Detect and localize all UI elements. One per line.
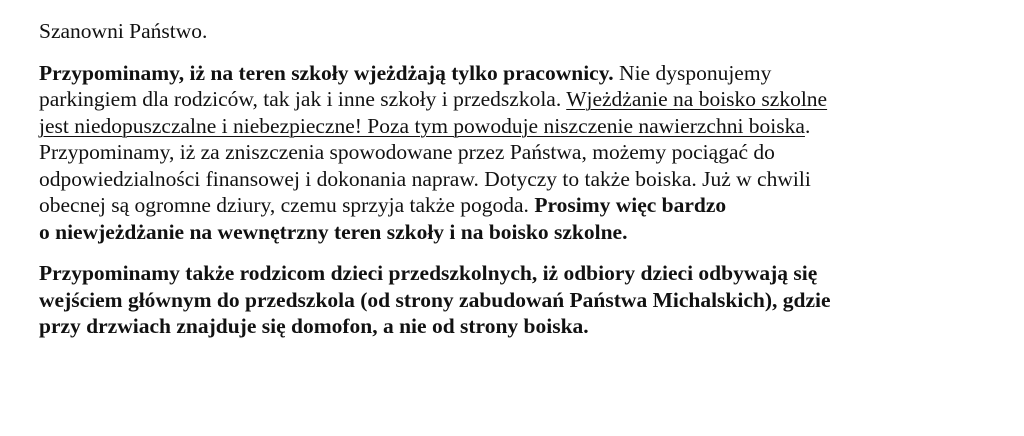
request-bold-cont: o niewjeżdżanie na wewnętrzny teren szkoły i na boisko szkolne. <box>39 219 628 244</box>
pitch-warning-underlined: Wjeżdżanie na boisko szkolne <box>566 87 828 111</box>
paragraph1-line2: parkingiem dla rodziców, tak jak i inne szkoły i przedszkola. Wjeżdżanie na boisko szkolne <box>39 87 828 111</box>
staff-only-notice: Przypominamy, iż na teren szkoły wjeżdżają tylko pracownicy. <box>39 60 614 85</box>
paragraph1-line1: Przypominamy, iż na teren szkoły wjeżdżają tylko pracownicy. Nie dysponujemy <box>39 60 772 85</box>
paragraph-parking-rules <box>39 60 999 246</box>
paragraph1-line3: jest niedopuszczalne i niebezpieczne! Poza tym powoduje niszczenie nawierzchni boiska. <box>39 113 811 138</box>
greeting: Szanowni Państwo. <box>39 19 208 43</box>
pitch-warning-underlined-cont: jest niedopuszczalne i niebezpieczne! Poza tym powoduje niszczenie nawierzchni boiska <box>39 113 805 138</box>
paragraph1-line6: obecnej są ogromne dziury, czemu sprzyja także pogoda. Prosimy więc bardzo <box>39 193 727 217</box>
paragraph-preschool-pickup <box>39 260 999 340</box>
paragraph2-line1: Przypominamy także rodzicom dzieci przedszkolnych, iż odbiory dzieci odbywają się <box>39 261 818 285</box>
request-bold: Prosimy więc bardzo <box>534 193 727 217</box>
letter-document <box>39 18 999 340</box>
paragraph1-line7 <box>39 219 999 246</box>
paragraph1-line4: Przypominamy, iż za zniszczenia spowodowane przez Państwa, możemy pociągać do <box>39 140 775 164</box>
paragraph1-line5: odpowiedzialności finansowej i dokonania napraw. Dotyczy to także boiska. Już w chwili <box>39 166 811 191</box>
paragraph2-line2: wejściem głównym do przedszkola (od strony zabudowań Państwa Michalskich), gdzie <box>39 287 831 312</box>
paragraph2-line3: przy drzwiach znajduje się domofon, a nie od strony boiska. <box>39 314 589 338</box>
